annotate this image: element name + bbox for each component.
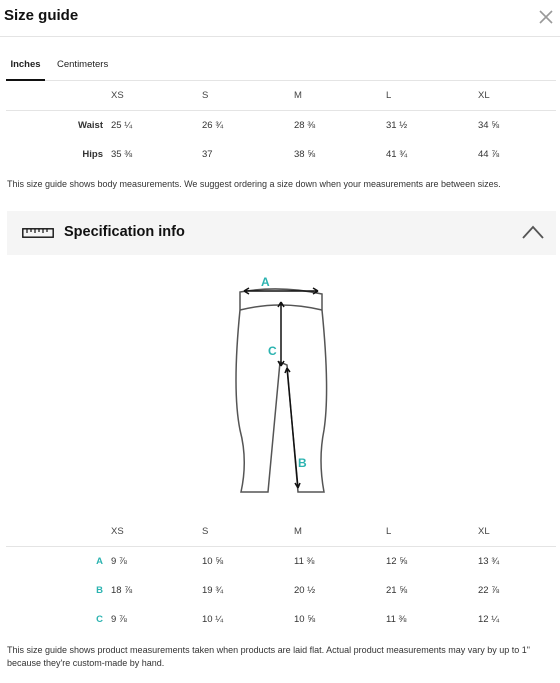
row-label: A [96,556,103,567]
chevron-up-icon[interactable] [522,225,544,239]
table-cell: 11 ⅜ [386,614,407,625]
table-cell: 12 ⅝ [386,556,408,567]
table-row [6,547,556,577]
table-cell: 11 ⅜ [294,556,315,567]
table-row [6,111,556,141]
table-cell: 26 ¾ [202,120,224,131]
table-row [6,605,556,634]
body-measurements-table [6,81,556,169]
table-cell: 10 ⅝ [202,556,224,567]
size-header: XS [111,526,124,537]
specification-panel[interactable] [7,211,556,255]
size-header: M [294,526,302,537]
body-measurements-note: This size guide shows body measurements. We suggest ordering a size down when your measurements are between sizes. [7,179,501,189]
product-measurements-table [6,517,556,634]
table-row [6,576,556,605]
table-row [6,140,556,169]
table-cell: 44 ⅞ [478,149,500,160]
measure-c-arrow [278,302,284,366]
ruler-icon [22,228,54,238]
table-cell: 9 ⅞ [111,614,127,625]
table-cell: 28 ⅜ [294,120,316,131]
size-header: XS [111,90,124,101]
table-cell: 13 ¾ [478,556,500,567]
table-cell: 34 ⅝ [478,120,500,131]
table-cell: 12 ¼ [478,614,500,625]
tab-inches[interactable]: Inches [6,52,45,81]
size-header: XL [478,90,490,101]
size-header: S [202,526,209,537]
unit-tabs [6,52,556,81]
size-header: XL [478,526,490,537]
table-cell: 9 ⅞ [111,556,127,567]
leggings-diagram [230,270,330,500]
label-c: C [268,344,277,358]
row-label: Hips [82,149,103,160]
modal-title: Size guide [4,7,79,24]
label-a: A [261,275,270,289]
modal-header [0,0,560,37]
table-cell: 20 ½ [294,585,316,596]
table-cell: 25 ¼ [111,120,133,131]
size-header: S [202,90,209,101]
table-cell: 37 [202,149,213,160]
table-cell: 10 ¼ [202,614,224,625]
table-cell: 31 ½ [386,120,408,131]
table-cell: 21 ⅝ [386,585,408,596]
size-header: L [386,526,392,537]
tab-centimeters[interactable]: Centimeters [57,59,109,70]
table-cell: 10 ⅝ [294,614,316,625]
size-header: L [386,90,392,101]
size-header: M [294,90,302,101]
close-icon[interactable] [538,9,554,25]
table-cell: 35 ⅜ [111,149,133,160]
table-header-row [6,517,556,547]
table-cell: 22 ⅞ [478,585,500,596]
table-cell: 38 ⅝ [294,149,316,160]
table-header-row [6,81,556,111]
specification-title: Specification info [64,224,185,240]
table-cell: 41 ¾ [386,149,408,160]
row-label: Waist [78,120,103,131]
row-label: B [96,585,103,596]
label-b: B [298,456,307,470]
measure-b-arrow [285,368,300,488]
table-cell: 18 ⅞ [111,585,133,596]
table-cell: 19 ¾ [202,585,224,596]
product-measurements-note: This size guide shows product measurements taken when products are laid flat. Actual product measurements may vary by up to 1" because they're custom-made by hand. [7,645,530,668]
row-label: C [96,614,103,625]
